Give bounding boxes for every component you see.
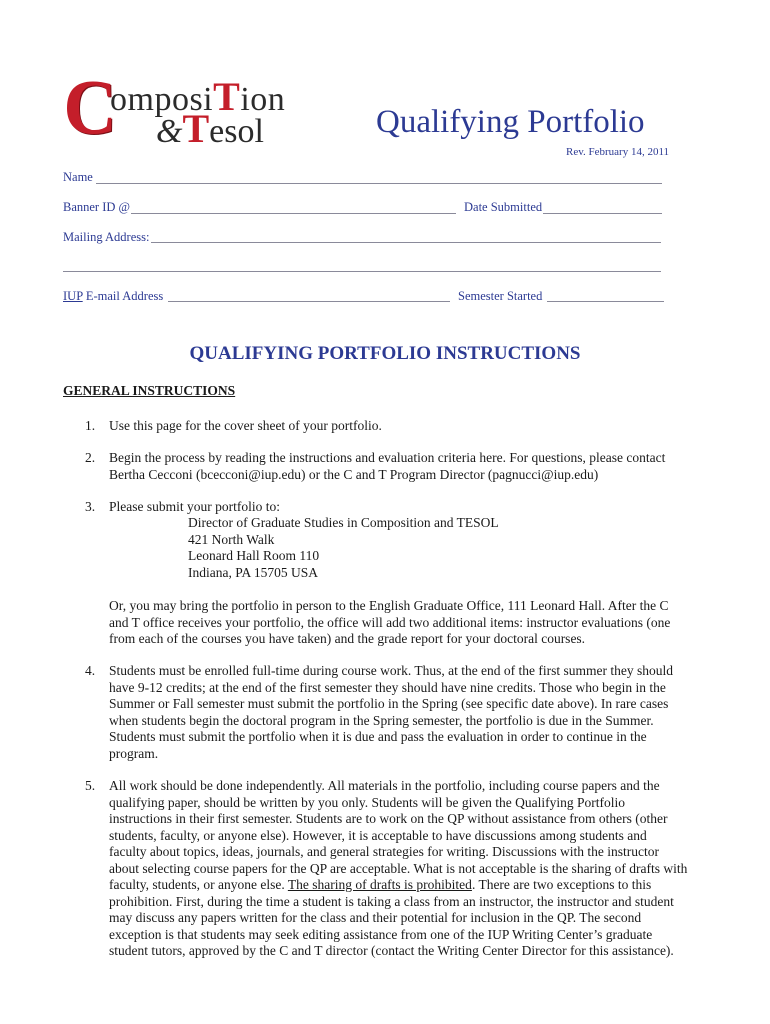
mailing-address-field-line2[interactable] (63, 271, 661, 272)
name-field[interactable] (96, 183, 662, 184)
date-submitted-label: Date Submitted (464, 200, 543, 214)
email-field[interactable] (168, 301, 450, 302)
prohibition-underlined-text: The sharing of drafts is prohibited (287, 877, 472, 892)
instruction-item-3-followup: Or, you may bring the portfolio in person to the English Graduate Office, 111 Leonard Hall. After the C and T office receives your portfolio, the office will add two additional items: instructor evaluations (one from each of the courses you have taken) and the grade report for your doctoral courses. (109, 598, 671, 646)
item-number: 1. (85, 418, 96, 433)
mailing-address-block: Director of Graduate Studies in Composition and TESOL 421 North Walk Leonard Hall Room 110 Indiana, PA 15705 USA (188, 515, 499, 580)
item-number: 4. (85, 663, 96, 678)
instruction-item-2: Begin the process by reading the instructions and evaluation criteria here. For questions, please contact Bertha Cecconi (bcecconi@iup.edu) or the C and T Program Director (pagnucci@iup.edu) (109, 450, 666, 482)
date-submitted-field[interactable] (543, 213, 662, 214)
instruction-item-4: Students must be enrolled full-time during course work. Thus, at the end of the first summer they should have 9-12 credits; at the end of the first semester they should have nine credits. Those who begin in the Summer or Fall semester must submit the portfolio in the Spring (see specific date above). In rare cases when students begin the doctoral program in the Spring semester, the portfolio is due in the Summer. Students must submit the portfolio when it is due and pass the evaluation in order to continue in the program. (109, 663, 674, 761)
instructions-heading: QUALIFYING PORTFOLIO INSTRUCTIONS (189, 343, 581, 364)
banner-id-field[interactable] (131, 213, 456, 214)
mailing-address-field[interactable] (151, 242, 661, 243)
logo-line-tesol: &Tesol (156, 106, 264, 151)
item-number: 2. (85, 450, 96, 465)
page-title: Qualifying Portfolio (376, 104, 645, 140)
semester-started-label: Semester Started (458, 289, 543, 303)
item-number: 3. (85, 499, 96, 514)
instruction-item-5: All work should be done independently. All materials in the portfolio, including course papers and the qualifying paper, should be written by you only. Students will be given the Qualifying Portfolio instructions in their first semester. Students are to work on the QP without assistance from others (other students, faculty, or anyone else). However, it is acceptable to have discussions among students and faculty about topics, ideas, journals, and general strategies for writing. Discussions with the instructor about selecting course papers for the QP are acceptable. What is not acceptable is the sharing of drafts with faculty, students, or anyone else. The sharing of drafts is prohibited. There are two exceptions to this prohibition. First, during the time a student is taking a class from an instructor, the instructor and student may discuss any papers written for the class and their potential for inclusion in the QP. The second exception is that students may seek editing assistance from one of the IUP Writing Center’s graduate student tutors, approved by the C and T director (contact the Writing Center Director for this assistance). (109, 778, 688, 958)
semester-started-field[interactable] (547, 301, 664, 302)
logo-c: C (63, 63, 117, 150)
instruction-item-3: Please submit your portfolio to: (109, 499, 280, 514)
name-label: Name (63, 170, 93, 184)
instruction-item-1: Use this page for the cover sheet of your portfolio. (109, 418, 382, 433)
composition-tesol-logo (62, 63, 302, 151)
email-label: IUP E-mail Address (63, 289, 164, 303)
revision-date: Rev. February 14, 2011 (566, 146, 670, 158)
item-number: 5. (85, 778, 96, 793)
banner-id-label: Banner ID @ (63, 200, 131, 214)
logo-line-composition: omposiTion (110, 74, 286, 119)
general-instructions-heading: GENERAL INSTRUCTIONS (63, 383, 236, 398)
mailing-address-label: Mailing Address: (63, 230, 150, 244)
